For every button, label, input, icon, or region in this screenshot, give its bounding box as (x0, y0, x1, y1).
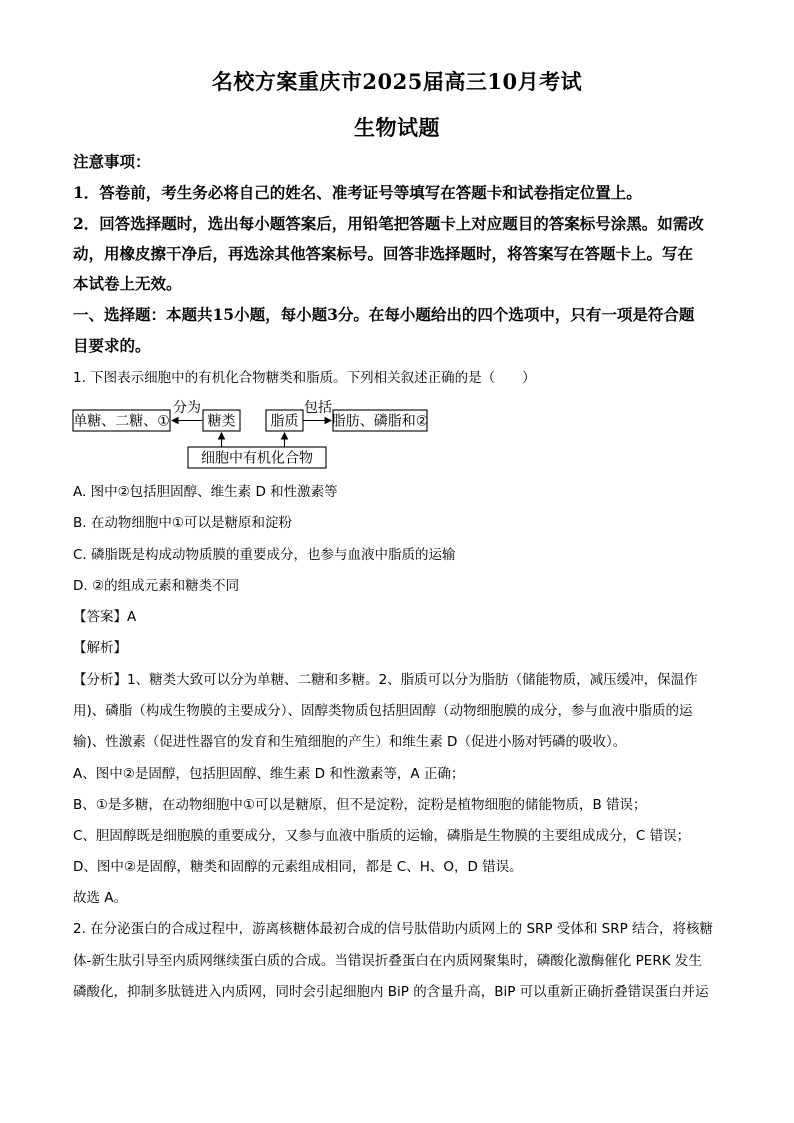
question-1-analysis-line-1: 【分析】1、糖类大致可以分为单糖、二糖和多糖。2、脂质可以分为脂肪（储能物质，减压缓冲，保温作 (73, 672, 698, 688)
diagram-label-divide: 分为 (173, 400, 201, 416)
diagram-box-sugar-label: 糖类 (207, 413, 236, 430)
diagram-box-monosaccharides-label: 单糖、二糖、① (73, 413, 170, 430)
question-1-stem: 1. 下图表示细胞中的有机化合物糖类和脂质。下列相关叙述正确的是（ ） (73, 370, 536, 386)
question-1-answer: 【答案】A (73, 609, 137, 625)
question-1-diagram (70, 398, 460, 472)
notice-item-2-line-1: 2．回答选择题时，选出每小题答案后，用铅笔把答题卡上对应题目的答案标号涂黑。如需改 (73, 214, 704, 233)
diagram-box-lipid-label: 脂质 (270, 413, 299, 430)
section-1-heading-line-2: 目要求的。 (73, 336, 151, 355)
question-1-analysis-line-7: D、图中②是固醇，糖类和固醇的元素组成相同，都是 C、H、O，D 错误。 (73, 859, 523, 875)
question-1-analysis-line-5: B、①是多糖，在动物细胞中①可以是糖原，但不是淀粉，淀粉是植物细胞的储能物质，B 错误； (73, 797, 647, 813)
exam-subtitle: 生物试题 (354, 115, 440, 140)
diagram-box-organic-compounds-label: 细胞中有机化合物 (201, 450, 313, 467)
question-1-analysis-line-8: 故选 A。 (73, 890, 128, 906)
exam-title: 名校方案重庆市2025届高三10月考试 (211, 69, 583, 94)
notice-item-2-line-3: 本试卷上无效。 (73, 274, 182, 293)
question-1-analysis-line-4: A、图中②是固醇，包括胆固醇、维生素 D 和性激素等，A 正确； (73, 766, 465, 782)
question-1-analysis-line-2: 用)、磷脂（构成生物膜的主要成分）、固醇类物质包括胆固醇（动物细胞膜的成分，参与血液中脂质的运 (73, 703, 693, 719)
question-2-line-1: 2. 在分泌蛋白的合成过程中，游离核糖体最初合成的信号肽借助内质网上的 SRP 受体和 SRP 结合，将核糖 (73, 921, 714, 937)
question-1-option-c: C. 磷脂既是构成动物质膜的重要成分，也参与血液中脂质的运输 (73, 547, 456, 563)
question-1-option-a: A. 图中②包括胆固醇、维生素 D 和性激素等 (73, 484, 338, 500)
question-2-line-3: 磷酸化，抑制多肽链进入内质网，同时会引起细胞内 BiP 的含量升高，BiP 可以重新正确折叠错误蛋白并运 (73, 984, 709, 1000)
notice-item-2-line-2: 动，用橡皮擦干净后，再选涂其他答案标号。回答非选择题时，将答案写在答题卡上。写在 (73, 244, 694, 263)
question-1-option-b: B. 在动物细胞中①可以是糖原和淀粉 (73, 515, 292, 531)
question-2-line-2: 体-新生肽引导至内质网继续蛋白质的合成。当错误折叠蛋白在内质网聚集时，磷酸化激酶催化 PERK 发生 (73, 953, 702, 969)
question-1-analysis-line-3: 输)、性激素（促进性器官的发育和生殖细胞的产生）和维生素 D（促进小肠对钙磷的吸收）。 (73, 734, 627, 750)
question-1-analysis-heading: 【解析】 (73, 640, 127, 656)
section-1-heading-line-1: 一、选择题：本题共15小题，每小题3分。在每小题给出的四个选项中，只有一项是符合题 (73, 305, 695, 324)
diagram-box-fat-phospholipid-label: 脂肪、磷脂和② (331, 413, 429, 430)
notice-heading: 注意事项： (73, 152, 151, 171)
diagram-label-include: 包括 (304, 400, 332, 416)
notice-item-1: 1．答卷前，考生务必将自己的姓名、准考证号等填写在答题卡和试卷指定位置上。 (73, 183, 642, 202)
question-1-analysis-line-6: C、胆固醇既是细胞膜的重要成分，又参与血液中脂质的运输，磷脂是生物膜的主要组成成分，C 错误； (73, 828, 691, 844)
question-1-option-d: D. ②的组成元素和糖类不同 (73, 578, 240, 594)
